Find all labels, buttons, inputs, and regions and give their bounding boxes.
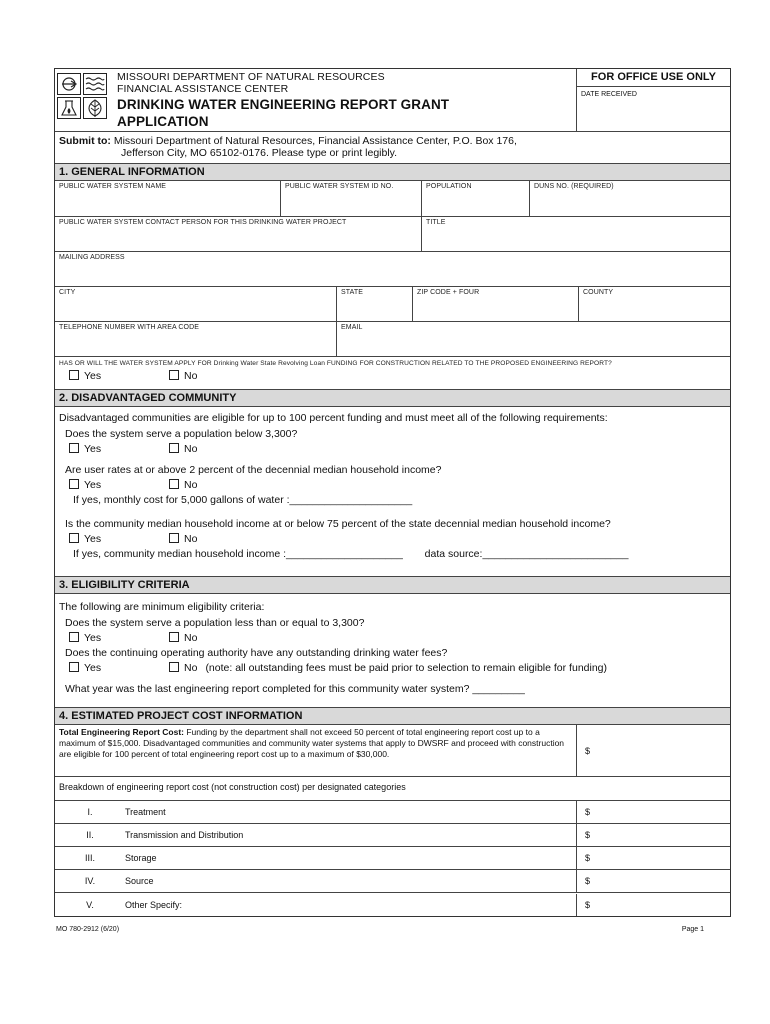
srf-no-option[interactable]: No	[169, 370, 197, 382]
disadvantaged-body	[55, 407, 730, 577]
mailing-address-field[interactable]: MAILING ADDRESS	[59, 254, 125, 261]
transmission-amount-field[interactable]: $	[585, 830, 591, 840]
form-title-line2: APPLICATION	[117, 114, 209, 129]
duns-field[interactable]: DUNS NO. (REQUIRED)	[534, 183, 614, 190]
q2-no-checkbox[interactable]	[169, 479, 179, 489]
srf-question-row	[55, 357, 730, 390]
income-followup-row	[55, 545, 730, 563]
telephone-field[interactable]: TELEPHONE NUMBER WITH AREA CODE	[55, 322, 337, 356]
category-number: V.	[86, 899, 94, 910]
page-number: Page 1	[681, 926, 704, 933]
department-name: MISSOURI DEPARTMENT OF NATURAL RESOURCES	[117, 71, 385, 83]
last-report-year-field[interactable]: What year was the last engineering report completed for this community water system? _________	[65, 683, 525, 695]
system-id-field[interactable]: PUBLIC WATER SYSTEM ID NO.	[281, 181, 422, 216]
monthly-cost-field[interactable]: If yes, monthly cost for 5,000 gallons of water :_____________________	[73, 494, 413, 506]
srf-question: HAS OR WILL THE WATER SYSTEM APPLY FOR Drinking Water State Revolving Loan FUNDING FOR CONSTRUCTION RELATED TO THE PROPOSED ENGINEERING REPORT?	[59, 360, 612, 367]
form-number: MO 780-2912 (6/20)	[56, 926, 120, 933]
submit-instructions	[55, 132, 730, 164]
section-general-heading: 1. GENERAL INFORMATION	[55, 164, 730, 181]
median-income-field[interactable]: If yes, community median household income :____________________	[73, 548, 403, 560]
application-form	[54, 68, 731, 917]
category-row-source	[55, 870, 730, 893]
form-title-line1: DRINKING WATER ENGINEERING REPORT GRANT	[117, 97, 450, 112]
system-name-field[interactable]: PUBLIC WATER SYSTEM NAME	[55, 181, 281, 216]
section-eligibility-heading: 3. ELIGIBILITY CRITERIA	[55, 577, 730, 594]
breakdown-label: Breakdown of engineering report cost (not construction cost) per designated categories	[55, 777, 730, 801]
disadvantaged-q2: Are user rates at or above 2 percent of the decennial median household income?	[65, 464, 442, 476]
general-row-2	[55, 217, 730, 252]
q3-yes-option[interactable]: Yes	[69, 533, 169, 545]
q3-no-option[interactable]: No	[169, 533, 197, 545]
state-field[interactable]: STATE	[337, 287, 413, 321]
total-cost-description: Total Engineering Report Cost: Funding by the department shall not exceed 50 percent of total engineering report cost up to a maximum of $15,000. Disadvantaged communities and community water systems that apply to DWSRF and proceed with construction are eligible for 100 percent of total engineering report cost up to a maximum of $30,000.	[55, 725, 577, 776]
category-number: III.	[84, 853, 95, 863]
submit-address-line2: Jefferson City, MO 65102-0176. Please type or print legibly.	[121, 147, 398, 159]
q2-no-option[interactable]: No	[169, 479, 197, 491]
water-waves-icon	[83, 73, 107, 95]
q2-yes-option[interactable]: Yes	[69, 479, 169, 491]
disadvantaged-q1: Does the system serve a population below 3,300?	[65, 428, 298, 440]
total-cost-row	[55, 725, 730, 777]
category-row-other	[55, 893, 730, 916]
section-cost-heading: 4. ESTIMATED PROJECT COST INFORMATION	[55, 708, 730, 725]
category-number: I.	[87, 807, 93, 817]
q1-yes-checkbox[interactable]	[69, 443, 79, 453]
total-cost-amount-field[interactable]: $	[585, 745, 591, 756]
category-number: II.	[86, 830, 94, 840]
email-field[interactable]: EMAIL	[341, 324, 363, 331]
category-name: Treatment	[125, 801, 577, 823]
category-name: Transmission and Distribution	[125, 824, 577, 846]
q2-yes-checkbox[interactable]	[69, 479, 79, 489]
flask-flame-icon	[57, 97, 81, 119]
e1-no-option[interactable]: No	[169, 632, 197, 644]
department-logo	[55, 69, 113, 131]
waterfowl-icon	[57, 73, 81, 95]
zip-field[interactable]: ZIP CODE + FOUR	[413, 287, 579, 321]
submit-label: Submit to:	[59, 135, 111, 147]
population-field[interactable]: POPULATION	[422, 181, 530, 216]
category-row-storage	[55, 847, 730, 870]
e2-no-option[interactable]: No (note: all outstanding fees must be paid prior to selection to remain eligible for funding)	[169, 662, 607, 674]
treatment-amount-field[interactable]: $	[585, 807, 591, 817]
srf-yes-option[interactable]: Yes	[69, 370, 169, 382]
eligibility-intro: The following are minimum eligibility criteria:	[59, 601, 265, 613]
center-name: FINANCIAL ASSISTANCE CENTER	[117, 83, 289, 95]
office-use-heading: FOR OFFICE USE ONLY	[577, 69, 730, 87]
e1-yes-checkbox[interactable]	[69, 632, 79, 642]
e2-yes-checkbox[interactable]	[69, 662, 79, 672]
disadvantaged-q3: Is the community median household income at or below 75 percent of the state decennial median household income?	[65, 518, 611, 530]
contact-person-field[interactable]: PUBLIC WATER SYSTEM CONTACT PERSON FOR THIS DRINKING WATER PROJECT	[55, 217, 422, 251]
category-name: Other Specify:	[125, 894, 577, 916]
storage-amount-field[interactable]: $	[585, 853, 591, 863]
category-name: Storage	[125, 847, 577, 869]
source-amount-field[interactable]: $	[585, 876, 591, 886]
q1-no-checkbox[interactable]	[169, 443, 179, 453]
city-field[interactable]: CITY	[55, 287, 337, 321]
header-titles	[113, 69, 577, 131]
eligibility-body	[55, 594, 730, 708]
general-row-4	[55, 287, 730, 322]
title-field[interactable]: TITLE	[426, 219, 446, 226]
submit-address-line1: Missouri Department of Natural Resources, Financial Assistance Center, P.O. Box 176,	[113, 135, 517, 147]
disadvantaged-intro: Disadvantaged communities are eligible for up to 100 percent funding and must meet all of the following requirements:	[59, 412, 608, 424]
section-disadvantaged-heading: 2. DISADVANTAGED COMMUNITY	[55, 390, 730, 407]
general-row-1	[55, 181, 730, 217]
srf-no-checkbox[interactable]	[169, 370, 179, 380]
e2-yes-option[interactable]: Yes	[69, 662, 169, 674]
data-source-field[interactable]: data source:_________________________	[424, 548, 629, 560]
other-amount-field[interactable]: $	[585, 899, 591, 910]
category-row-transmission	[55, 824, 730, 847]
eligibility-q2: Does the continuing operating authority have any outstanding drinking water fees?	[65, 647, 448, 659]
category-name: Source	[125, 870, 577, 892]
srf-yes-checkbox[interactable]	[69, 370, 79, 380]
form-header	[55, 69, 730, 132]
fees-note: (note: all outstanding fees must be paid prior to selection to remain eligible for funding)	[205, 662, 608, 674]
leaf-icon	[83, 97, 107, 119]
q1-no-option[interactable]: No	[169, 443, 197, 455]
e1-yes-option[interactable]: Yes	[69, 632, 169, 644]
q1-yes-option[interactable]: Yes	[69, 443, 169, 455]
office-use-box	[577, 69, 730, 131]
q3-no-checkbox[interactable]	[169, 533, 179, 543]
eligibility-q1: Does the system serve a population less than or equal to 3,300?	[65, 617, 365, 629]
e1-no-checkbox[interactable]	[169, 632, 179, 642]
category-number: IV.	[84, 876, 96, 886]
general-row-3	[55, 252, 730, 287]
e2-no-checkbox[interactable]	[169, 662, 179, 672]
county-field[interactable]: COUNTY	[583, 289, 614, 296]
general-row-5	[55, 322, 730, 357]
category-row-treatment	[55, 801, 730, 824]
date-received-field[interactable]: DATE RECEIVED	[581, 91, 637, 98]
q3-yes-checkbox[interactable]	[69, 533, 79, 543]
